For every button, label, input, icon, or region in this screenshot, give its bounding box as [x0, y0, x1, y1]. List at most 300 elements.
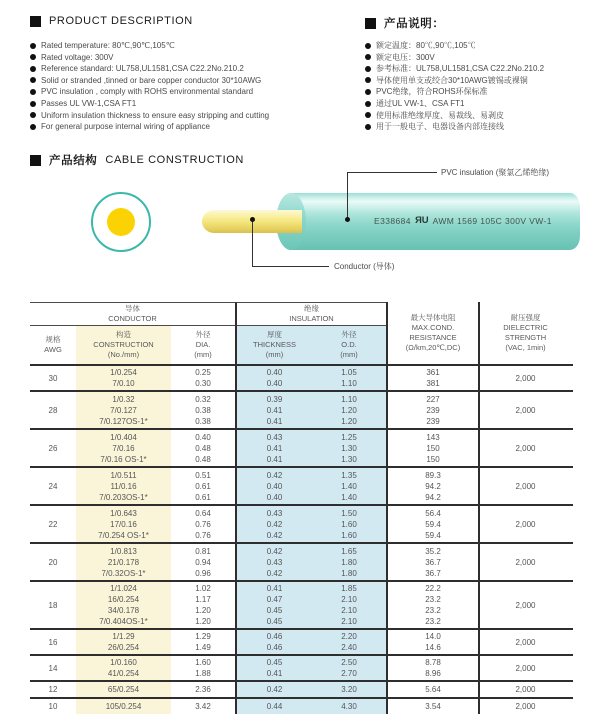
bullet-icon — [30, 124, 36, 130]
product-description-cn-title — [365, 15, 445, 31]
table-row — [30, 656, 573, 682]
col-header-dia — [171, 326, 235, 364]
cell-value: 8.96 — [425, 669, 441, 678]
bullet-icon — [30, 112, 36, 118]
cell-value: 150 — [426, 443, 440, 453]
cell-value: 0.41 — [266, 405, 283, 415]
cell-value: 0.46 — [266, 643, 283, 652]
cell-value: 1.30 — [341, 443, 357, 453]
cell-value: 1.25 — [341, 432, 357, 442]
table-cell-res — [386, 468, 478, 504]
list-item-text: PVC insulation , comply with ROHS environmental standard — [41, 87, 254, 97]
ul-recognized-icon: RU — [414, 215, 429, 226]
cell-value: 0.41 — [266, 584, 283, 593]
table-cell-thick — [235, 468, 312, 504]
table-cell-dia — [171, 682, 235, 697]
cell-value: 1.60 — [341, 519, 357, 529]
list-item-text: PVC绝缘，符合ROHS环保标准 — [376, 87, 488, 97]
cell-value: 0.76 — [195, 519, 211, 529]
col-strength-line: (VAC, 1min) — [505, 343, 546, 352]
group-header-conductor — [30, 302, 235, 326]
table-cell-awg — [30, 582, 76, 628]
section-square-icon — [30, 16, 41, 27]
spec-table — [30, 302, 573, 714]
cell-value: 1/0.643 — [110, 508, 137, 518]
cell-value: 0.42 — [266, 519, 283, 529]
cell-value: 41/0.254 — [107, 669, 140, 678]
list-item-text: Reference standard: UL758,UL1581,CSA C22.2No.210.2 — [41, 64, 244, 74]
col-od-cn: 外径 — [341, 330, 357, 339]
cell-value: 2,000 — [515, 663, 536, 673]
list-item — [30, 98, 350, 110]
spec-table-header — [30, 302, 573, 366]
bullet-icon — [30, 101, 36, 107]
table-cell-dia — [171, 582, 235, 628]
list-item — [365, 98, 603, 110]
col-header-strength — [478, 302, 571, 364]
cell-value: 2,000 — [515, 557, 536, 567]
cell-value: 94.2 — [425, 481, 441, 491]
cell-value: 2,000 — [515, 702, 536, 711]
table-cell-od — [312, 506, 386, 542]
list-item — [30, 63, 350, 75]
cell-value: 0.94 — [195, 557, 211, 567]
list-item-text: For general purpose internal wiring of appliance — [41, 122, 210, 132]
table-cell-awg — [30, 468, 76, 504]
cell-value: 16/0.254 — [107, 595, 140, 604]
table-cell-dia — [171, 430, 235, 466]
cell-value: 1.80 — [341, 568, 357, 578]
list-item — [365, 75, 603, 87]
group-insulation-cn: 绝缘 — [304, 304, 319, 313]
table-cell-constr — [76, 630, 171, 654]
list-item — [365, 52, 603, 64]
cell-value: 1.20 — [195, 606, 211, 615]
cell-value: 1.05 — [341, 368, 357, 377]
list-item-text: 额定电压：300V — [376, 52, 435, 62]
table-cell-thick — [235, 682, 312, 697]
table-cell-dia — [171, 506, 235, 542]
table-cell-awg — [30, 430, 76, 466]
cell-value: 7/0.16 OS-1* — [100, 454, 147, 464]
table-row — [30, 544, 573, 582]
list-item-text: 使用标准绝缘厚度、易裁线、易剥皮 — [376, 110, 504, 120]
cell-value: 2,000 — [515, 600, 536, 610]
conductor-leader-line-v — [252, 221, 253, 266]
section-square-icon — [30, 155, 41, 166]
cell-value: 2,000 — [515, 443, 536, 453]
cell-value: 7/0.203OS-1* — [99, 492, 148, 502]
cell-value: 94.2 — [425, 492, 441, 502]
cell-value: 1.30 — [341, 454, 357, 464]
cell-value: 1.17 — [195, 595, 211, 604]
cell-value: 10 — [48, 702, 58, 711]
product-description-title — [30, 15, 193, 27]
list-item — [365, 121, 603, 133]
cell-value: 1/0.511 — [110, 470, 137, 480]
cell-value: 0.38 — [195, 416, 211, 426]
cable-cross-section-diagram — [91, 192, 151, 252]
cell-value: 1.88 — [195, 669, 211, 678]
table-cell-str — [478, 430, 571, 466]
table-cell-thick — [235, 656, 312, 680]
cell-value: 36.7 — [425, 557, 441, 567]
col-header-construction — [76, 326, 171, 364]
table-cell-thick — [235, 699, 312, 714]
table-cell-res — [386, 506, 478, 542]
cell-value: 3.42 — [195, 702, 211, 711]
table-cell-res — [386, 544, 478, 580]
cell-value: 1/1.29 — [112, 632, 135, 641]
table-cell-od — [312, 392, 386, 428]
table-row — [30, 699, 573, 714]
cell-value: 0.42 — [266, 470, 283, 480]
cell-value: 1/0.32 — [112, 394, 135, 404]
cell-value: 0.38 — [195, 405, 211, 415]
table-cell-thick — [235, 630, 312, 654]
cell-value: 3.20 — [341, 685, 357, 694]
col-construction-cn: 构造 — [116, 330, 131, 339]
table-cell-awg — [30, 699, 76, 714]
list-item-text: Passes UL VW-1,CSA FT1 — [41, 98, 137, 108]
cell-value: 1.49 — [195, 643, 211, 652]
table-cell-od — [312, 544, 386, 580]
cell-value: 59.4 — [425, 519, 441, 529]
col-resistance-line: (Ω/km,20℃,DC) — [405, 343, 461, 352]
cell-value: 0.25 — [195, 368, 211, 377]
cell-value: 0.41 — [266, 669, 283, 678]
cell-value: 0.48 — [195, 454, 211, 464]
col-thickness-en: THICKNESS — [253, 340, 296, 349]
cell-value: 2,000 — [515, 481, 536, 491]
table-cell-od — [312, 630, 386, 654]
col-thickness-cn: 厚度 — [267, 330, 282, 339]
cell-value: 0.81 — [195, 546, 211, 556]
cell-value: 0.64 — [195, 508, 211, 518]
table-cell-str — [478, 366, 571, 390]
list-item — [30, 75, 350, 87]
cell-value: 22 — [48, 519, 58, 529]
list-item-text: Solid or stranded ,tinned or bare copper conductor 30*10AWG — [41, 75, 262, 85]
table-cell-dia — [171, 392, 235, 428]
table-cell-od — [312, 468, 386, 504]
cell-value: 0.40 — [266, 379, 283, 388]
table-cell-awg — [30, 544, 76, 580]
cell-value: 0.51 — [195, 470, 211, 480]
table-cell-str — [478, 630, 571, 654]
bullet-icon — [30, 54, 36, 60]
spec-table-rows — [30, 366, 573, 714]
conductor-leader-dot — [250, 217, 255, 222]
list-item-text: Rated temperature: 80℃,90℃,105℃ — [41, 41, 175, 50]
bullet-icon — [30, 89, 36, 95]
table-cell-thick — [235, 506, 312, 542]
cell-value: 0.30 — [195, 379, 211, 388]
list-item-text: 额定温度：80℃,90℃,105℃ — [376, 41, 476, 50]
cell-value: 2.70 — [341, 669, 357, 678]
bullet-icon — [30, 77, 36, 83]
table-cell-str — [478, 506, 571, 542]
table-cell-str — [478, 699, 571, 714]
cell-value: 7/0.254 OS-1* — [98, 530, 149, 540]
list-item — [365, 63, 603, 75]
bullet-icon — [365, 101, 371, 107]
cell-value: 1.85 — [341, 584, 357, 593]
table-cell-awg — [30, 682, 76, 697]
list-item — [30, 40, 350, 52]
table-cell-thick — [235, 392, 312, 428]
table-row — [30, 430, 573, 468]
cell-value: 1.20 — [195, 617, 211, 626]
table-row — [30, 468, 573, 506]
list-item — [365, 40, 603, 52]
cell-value: 26/0.254 — [107, 643, 140, 652]
cell-value: 0.40 — [266, 481, 283, 491]
list-item — [30, 121, 350, 133]
table-cell-constr — [76, 682, 171, 697]
col-strength-line: 耐压强度 — [510, 313, 541, 322]
cell-value: 2,000 — [515, 685, 536, 694]
table-cell-od — [312, 682, 386, 697]
col-header-thickness — [235, 326, 312, 364]
cell-value: 0.46 — [266, 632, 283, 641]
cell-value: 3.54 — [425, 702, 441, 711]
cell-value: 0.45 — [266, 606, 283, 615]
table-row — [30, 392, 573, 430]
cell-value: 2.20 — [341, 632, 357, 641]
cell-value: 2,000 — [515, 637, 536, 647]
col-awg-en: AWG — [44, 345, 62, 354]
cell-value: 23.2 — [425, 595, 441, 604]
list-item-text: 通过UL VW-1、CSA FT1 — [376, 98, 465, 108]
cell-value: 56.4 — [425, 508, 441, 518]
section-square-icon — [365, 18, 376, 29]
table-cell-res — [386, 656, 478, 680]
construction-title-en: CABLE CONSTRUCTION — [105, 154, 244, 166]
cell-value: 0.42 — [266, 568, 283, 578]
cell-value: 0.43 — [266, 432, 283, 442]
bullet-icon — [365, 112, 371, 118]
cell-value: 361 — [426, 368, 440, 377]
cell-value: 1/0.404 — [110, 432, 137, 442]
table-cell-constr — [76, 582, 171, 628]
cell-value: 7/0.127 — [110, 405, 137, 415]
col-dia-cn: 外径 — [195, 330, 211, 339]
cell-value: 239 — [426, 416, 440, 426]
cell-value: 1.40 — [341, 492, 357, 502]
construction-title-cn: 产品结构 — [49, 155, 98, 167]
cell-value: 11/0.16 — [110, 481, 137, 491]
table-cell-thick — [235, 582, 312, 628]
table-cell-awg — [30, 392, 76, 428]
table-cell-od — [312, 366, 386, 390]
group-insulation-en: INSULATION — [289, 314, 334, 323]
list-item-text: 导体使用单支或绞合30*10AWG镀锡或裸铜 — [376, 75, 528, 85]
col-dia-en: DIA. — [195, 340, 211, 349]
cell-value: 1.40 — [341, 481, 357, 491]
table-cell-od — [312, 656, 386, 680]
table-cell-od — [312, 430, 386, 466]
table-row — [30, 506, 573, 544]
cell-value: 227 — [426, 394, 440, 404]
cell-value: 1.65 — [341, 546, 357, 556]
cell-value: 150 — [426, 454, 440, 464]
cell-value: 28 — [48, 405, 58, 415]
table-row — [30, 366, 573, 392]
cell-value: 1.02 — [195, 584, 211, 593]
cell-value: 35.2 — [425, 546, 441, 556]
cell-value: 7/0.16 — [112, 443, 135, 453]
cell-value: 59.4 — [425, 530, 441, 540]
table-cell-constr — [76, 544, 171, 580]
bullet-icon — [365, 77, 371, 83]
cell-value: 2,000 — [515, 519, 536, 529]
table-cell-str — [478, 682, 571, 697]
cell-value: 0.39 — [266, 394, 283, 404]
cell-value: 0.45 — [266, 617, 283, 626]
table-cell-str — [478, 392, 571, 428]
cell-value: 14.0 — [425, 632, 441, 641]
col-header-awg — [30, 326, 76, 364]
group-conductor-cn: 导体 — [125, 304, 140, 313]
col-dia-unit: (mm) — [194, 350, 212, 359]
table-cell-dia — [171, 699, 235, 714]
cell-value: 2.10 — [341, 606, 357, 615]
list-item — [365, 86, 603, 98]
cell-value: 14 — [48, 663, 58, 673]
cell-value: 23.2 — [425, 606, 441, 615]
cell-value: 21/0.178 — [107, 557, 140, 567]
table-row — [30, 630, 573, 656]
col-od-en: O.D. — [341, 340, 357, 349]
bullet-icon — [30, 66, 36, 72]
list-item-text: Uniform insulation thickness to ensure easy stripping and cutting — [41, 110, 270, 120]
table-cell-od — [312, 699, 386, 714]
pvc-leader-dot — [345, 217, 350, 222]
cell-value: 7/0.404OS-1* — [99, 617, 148, 626]
cell-value: 1/0.160 — [110, 658, 137, 667]
cell-value: 0.47 — [266, 595, 283, 604]
col-thickness-unit: (mm) — [265, 350, 284, 359]
cell-value: 1.50 — [341, 508, 357, 518]
col-construction-unit: (No./mm) — [107, 350, 140, 359]
cell-value: 34/0.178 — [107, 606, 140, 615]
list-item-text: 参考标准：UL758,UL1581,CSA C22.2No.210.2 — [376, 64, 545, 74]
cable-construction-title — [30, 152, 244, 168]
cell-value: 0.42 — [266, 685, 283, 694]
cell-value: 14.6 — [425, 643, 441, 652]
table-cell-awg — [30, 656, 76, 680]
cell-value: 22.2 — [425, 584, 441, 593]
conductor-core-circle — [107, 208, 135, 236]
cell-value: 0.44 — [266, 702, 283, 711]
cell-value: 381 — [426, 379, 440, 388]
cell-value: 18 — [48, 600, 58, 610]
cell-value: 0.48 — [195, 443, 211, 453]
cell-value: 0.61 — [195, 492, 211, 502]
product-description-list — [30, 40, 350, 133]
cell-value: 0.42 — [266, 530, 283, 540]
cell-value: 17/0.16 — [110, 519, 137, 529]
table-cell-dia — [171, 468, 235, 504]
cell-value: 30 — [48, 373, 58, 383]
table-cell-dia — [171, 366, 235, 390]
cell-value: 12 — [48, 685, 58, 694]
cell-value: 1.35 — [341, 470, 357, 480]
table-row — [30, 582, 573, 630]
cell-value: 1/0.254 — [110, 368, 137, 377]
cell-value: 20 — [48, 557, 58, 567]
table-cell-res — [386, 392, 478, 428]
cell-value: 0.40 — [266, 492, 283, 502]
cell-value: 105/0.254 — [105, 702, 142, 711]
table-cell-dia — [171, 656, 235, 680]
table-cell-constr — [76, 506, 171, 542]
cell-value: 2.10 — [341, 595, 357, 604]
cell-value: 143 — [426, 432, 440, 442]
pvc-leader-line-h — [347, 172, 437, 173]
table-cell-constr — [76, 656, 171, 680]
col-resistance-line: RESISTANCE — [409, 333, 457, 342]
table-cell-constr — [76, 699, 171, 714]
table-cell-str — [478, 544, 571, 580]
list-item-text: 用于一般电子、电器设备内部连接线 — [376, 122, 504, 132]
cell-value: 0.45 — [266, 658, 283, 667]
list-item — [30, 52, 350, 64]
table-cell-str — [478, 468, 571, 504]
list-item-text: Rated voltage: 300V — [41, 52, 114, 62]
cell-value: 1.60 — [341, 530, 357, 540]
cell-value: 0.41 — [266, 416, 283, 426]
col-resistance-line: 最大导体电阻 — [410, 313, 456, 322]
table-cell-thick — [235, 430, 312, 466]
product-description-cn-title-text: 产品说明： — [384, 18, 445, 30]
cell-value: 0.40 — [195, 432, 211, 442]
conductor-leader-line-h — [252, 266, 329, 267]
table-cell-constr — [76, 366, 171, 390]
col-construction-en: CONSTRUCTION — [93, 340, 154, 349]
col-awg-cn: 规格 — [45, 335, 61, 344]
pvc-leader-line-v — [347, 172, 348, 219]
cell-value: 2,000 — [515, 373, 536, 383]
col-strength-line: DIELECTRIC — [503, 323, 548, 332]
cell-value: 2,000 — [515, 405, 536, 415]
cable-print-spec: AWM 1569 105C 300V VW-1 — [432, 215, 552, 226]
cell-value: 5.64 — [425, 685, 441, 694]
product-description-cn-list — [365, 40, 603, 133]
cell-value: 89.3 — [425, 470, 441, 480]
cell-value: 7/0.32OS-1* — [101, 568, 146, 578]
table-cell-constr — [76, 468, 171, 504]
list-item — [30, 110, 350, 122]
group-header-insulation — [235, 302, 386, 326]
cell-value: 0.41 — [266, 454, 283, 464]
table-cell-constr — [76, 392, 171, 428]
cell-value: 0.41 — [266, 443, 283, 453]
cell-value: 1.20 — [341, 405, 357, 415]
bullet-icon — [365, 43, 371, 49]
conductor-label: Conductor (导体) — [334, 262, 395, 271]
cell-value: 0.40 — [266, 368, 283, 377]
col-od-unit: (mm) — [340, 350, 358, 359]
table-cell-dia — [171, 630, 235, 654]
bullet-icon — [365, 54, 371, 60]
cell-value: 8.78 — [425, 658, 441, 667]
cell-value: 0.42 — [266, 546, 283, 556]
col-resistance-line: MAX.COND. — [411, 323, 455, 332]
table-cell-thick — [235, 544, 312, 580]
table-cell-constr — [76, 430, 171, 466]
